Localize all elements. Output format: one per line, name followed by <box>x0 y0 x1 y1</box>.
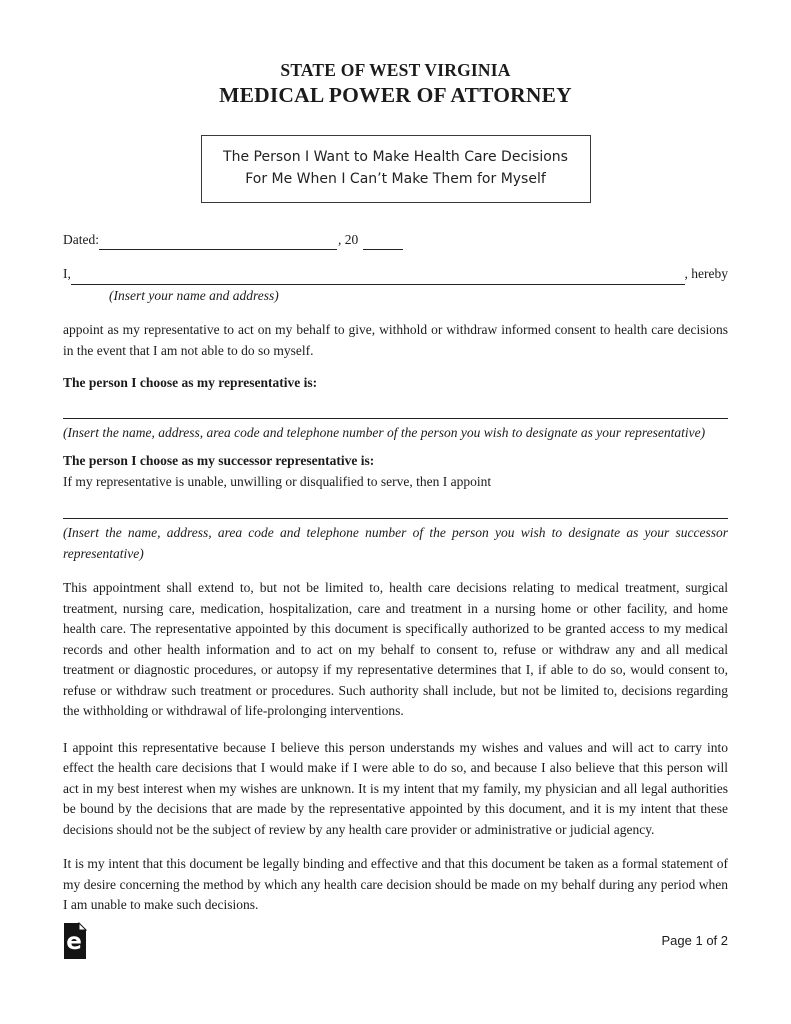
intro-paragraph: appoint as my representative to act on my behalf to give, withhold or withdraw informed consent to health care decisions in the event that I am not able to do so myself. <box>63 322 728 358</box>
document-title-main: MEDICAL POWER OF ATTORNEY <box>219 83 572 108</box>
declarant-row <box>63 264 728 285</box>
paragraph-legally-binding: It is my intent that this document be legally binding and effective and that this document be taken as a formal statement of my desire concerning the method by which any health care decision should be made on my behalf during any period when I am unable to make such decisions. <box>63 856 728 913</box>
dated-year-blank-line <box>363 234 403 250</box>
subtitle-line-1: The Person I Want to Make Health Care Decisions <box>223 149 568 166</box>
dated-year-prefix: , 20 <box>338 231 359 247</box>
dated-label: Dated: <box>63 231 99 247</box>
declarant-suffix: , hereby <box>684 266 728 282</box>
declarant-name-blank-line <box>71 269 685 285</box>
name-address-hint: (Insert your name and address) <box>109 287 279 303</box>
dated-blank-line <box>99 234 337 250</box>
eforms-logo-letter: e <box>66 928 82 955</box>
paragraph-intent-representative: I appoint this representative because I believe this person understands my wishes and values and will act to carry into effect the health care decisions that I would make if I were able to do so, and because I also believe that this person will act in my best interest when my wishes are unknown. It is my intent that my family, my physician and all legal authorities be bound by the decisions that are made by the representative appointed by this document, and it is my intent that these decisions should not be the subject of review by any health care provider or administrative or judicial agency. <box>63 739 728 837</box>
document-title-state: STATE OF WEST VIRGINIA <box>280 60 511 80</box>
representative-hint: (Insert the name, address, area code and telephone number of the person you wish to designate as your representative) <box>63 424 706 440</box>
declarant-prefix: I, <box>63 266 71 282</box>
successor-heading: The person I choose as my successor representative is: <box>63 453 375 469</box>
representative-heading: The person I choose as my representative is: <box>63 375 318 391</box>
representative-blank-rule <box>63 418 728 419</box>
successor-intro: If my representative is unable, unwilling or disqualified to serve, then I appoint <box>63 473 492 489</box>
dated-row <box>63 230 728 251</box>
successor-hint: (Insert the name, address, area code and telephone number of the person you wish to designate as your successor representative) <box>63 525 728 561</box>
paragraph-appointment-scope: This appointment shall extend to, but not be limited to, health care decisions relating to medical treatment, surgical treatment, nursing care, medication, hospitalization, care and treatment in a nursing home or other facility, and home health care. The representative appointed by this document is specifically authorized to be granted access to my medical records and other health information and to act on my behalf to consent to, refuse or withdraw any and all medical treatment or diagnostic procedures, or autopsy if my representative determines that I, if able to do so, would consent to, refuse or withdraw such treatment or procedures. Such authority shall include, but not be limited to, decisions regarding the withholding or withdrawal of life-prolonging interventions. <box>63 580 728 719</box>
page-footer <box>63 922 728 960</box>
page-number-label: Page 1 of 2 <box>661 933 728 949</box>
eforms-logo-icon <box>63 922 87 960</box>
subtitle-line-2: For Me When I Can’t Make Them for Myself <box>245 170 546 187</box>
successor-blank-rule <box>63 518 728 519</box>
subtitle-box <box>201 135 591 203</box>
